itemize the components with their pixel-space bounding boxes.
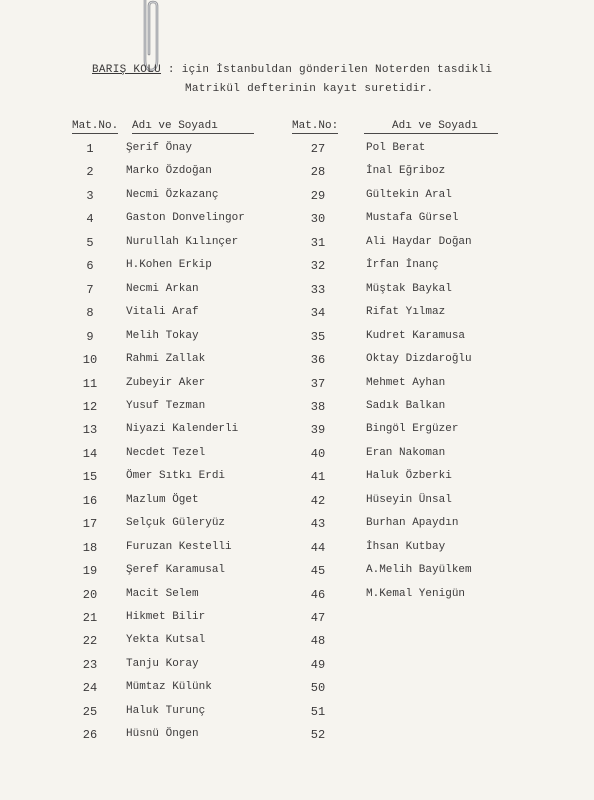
column-header-right-no: Mat.No: [292,120,339,132]
left-name: Niyazi Kalenderli [126,423,239,436]
left-mat-no: 9 [86,329,94,344]
left-name: Necmi Arkan [126,282,199,295]
left-mat-no: 16 [82,493,98,508]
right-name: Oktay Dizdaroğlu [366,353,472,366]
left-mat-no: 19 [82,564,98,579]
table-row [0,306,594,324]
right-name: Rifat Yılmaz [366,306,446,319]
right-mat-no: 52 [310,728,326,743]
right-name: Kudret Karamusa [366,329,466,342]
left-mat-no: 15 [82,470,98,485]
right-mat-no: 35 [310,329,326,344]
right-mat-no: 49 [310,657,326,672]
table-row [0,353,594,371]
table-row [0,283,594,301]
table-row [0,400,594,418]
table-row [0,447,594,465]
left-mat-no: 4 [86,212,94,227]
right-mat-no: 44 [310,540,326,555]
left-mat-no: 20 [82,587,98,602]
left-name: Hüsnü Öngen [126,728,199,741]
right-name: Haluk Özberki [366,470,452,483]
left-name: Necdet Tezel [126,446,206,459]
left-name: Yekta Kutsal [126,634,206,647]
right-mat-no: 31 [310,235,326,250]
right-mat-no: 50 [310,681,326,696]
table-row [0,470,594,488]
table-row [0,423,594,441]
left-name: Furuzan Kestelli [126,540,232,553]
table-row [0,611,594,629]
right-name: Mustafa Gürsel [366,212,459,225]
left-name: Melih Tokay [126,329,199,342]
left-mat-no: 3 [86,188,94,203]
left-mat-no: 14 [82,446,98,461]
left-mat-no: 11 [82,376,98,391]
left-mat-no: 6 [86,259,94,274]
left-mat-no: 25 [82,704,98,719]
left-name: Marko Özdoğan [126,165,212,178]
right-mat-no: 29 [310,188,326,203]
left-mat-no: 22 [82,634,98,649]
table-row [0,494,594,512]
right-mat-no: 37 [310,376,326,391]
right-mat-no: 34 [310,306,326,321]
table-row [0,681,594,699]
table-row [0,259,594,277]
right-mat-no: 43 [310,517,326,532]
right-name: Müştak Baykal [366,282,452,295]
left-mat-no: 24 [82,681,98,696]
left-mat-no: 17 [82,517,98,532]
left-mat-no: 2 [86,165,94,180]
right-name: Bingöl Ergüzer [366,423,459,436]
header-line-2: Matrikül defterinin kayıt suretidir. [185,83,434,95]
left-mat-no: 12 [82,399,98,414]
left-mat-no: 13 [82,423,98,438]
right-name: İhsan Kutbay [366,540,446,553]
right-mat-no: 27 [310,142,326,156]
table-row [0,728,594,746]
left-name: Rahmi Zallak [126,353,206,366]
left-mat-no: 5 [86,235,94,250]
right-name: M.Kemal Yenigün [366,587,466,600]
right-mat-no: 46 [310,587,326,602]
left-name: Yusuf Tezman [126,399,206,412]
left-mat-no: 21 [82,611,98,625]
right-mat-no: 48 [310,634,326,649]
header-line-1 [92,64,492,76]
left-mat-no: 8 [86,306,94,321]
left-name: Vitali Araf [126,306,199,319]
right-name: İrfan İnanç [366,259,439,272]
header-title: BARIŞ KOLU [92,64,162,76]
right-mat-no: 42 [310,493,326,508]
left-name: Selçuk Güleryüz [126,517,226,530]
table-row [0,212,594,230]
column-header-right-name: Adı ve Soyadı [364,120,498,134]
left-name: Şeref Karamusal [126,564,226,577]
right-mat-no: 28 [310,165,326,180]
right-mat-no: 36 [310,353,326,368]
table-row [0,330,594,348]
left-name: Necmi Özkazanç [126,188,219,201]
left-name: Nurullah Kılınçer [126,235,239,248]
column-header-left-no: Mat.No. [72,120,119,132]
right-name: İnal Eğriboz [366,165,446,178]
right-name: Sadık Balkan [366,399,446,412]
left-mat-no: 7 [86,282,94,297]
right-mat-no: 33 [310,282,326,297]
left-mat-no: 10 [82,353,98,368]
right-mat-no: 41 [310,470,326,485]
right-name: Burhan Apaydın [366,517,459,530]
table-row [0,564,594,582]
right-name: A.Melih Bayülkem [366,564,472,577]
right-mat-no: 47 [310,611,326,625]
left-mat-no: 1 [86,142,94,156]
left-name: Haluk Turunç [126,704,206,717]
left-name: Mümtaz Külünk [126,681,212,694]
column-header-left-name: Adı ve Soyadı [132,120,254,134]
table-row [0,377,594,395]
left-name: Mazlum Öget [126,493,199,506]
left-name: Tanju Koray [126,657,199,670]
table-row [0,634,594,652]
right-mat-no: 30 [310,212,326,227]
left-mat-no: 23 [82,657,98,672]
left-mat-no: 18 [82,540,98,555]
left-name: H.Kohen Erkip [126,259,212,272]
right-mat-no: 39 [310,423,326,438]
left-name: Macit Selem [126,587,199,600]
table-row [0,705,594,723]
right-mat-no: 51 [310,704,326,719]
right-mat-no: 32 [310,259,326,274]
left-name: Ömer Sıtkı Erdi [126,470,226,483]
left-name: Şerif Önay [126,142,193,154]
right-name: Mehmet Ayhan [366,376,446,389]
right-mat-no: 40 [310,446,326,461]
left-name: Zubeyir Aker [126,376,206,389]
right-name: Pol Berat [366,142,426,154]
left-name: Gaston Donvelingor [126,212,245,225]
table-row [0,658,594,676]
table-row [0,588,594,606]
left-mat-no: 26 [82,728,98,743]
table-row [0,517,594,535]
table-row [0,142,594,160]
paperclip-icon [139,0,163,72]
table-row [0,189,594,207]
right-name: Ali Haydar Doğan [366,235,472,248]
right-name: Hüseyin Ünsal [366,493,452,506]
table-row [0,165,594,183]
right-mat-no: 45 [310,564,326,579]
header-title-rest: : için İstanbuldan gönderilen Noterden tasdikli [161,64,493,76]
right-name: Eran Nakoman [366,446,446,459]
right-name: Gültekin Aral [366,188,452,201]
left-name: Hikmet Bilir [126,611,206,623]
table-row [0,541,594,559]
right-mat-no: 38 [310,399,326,414]
table-row [0,236,594,254]
